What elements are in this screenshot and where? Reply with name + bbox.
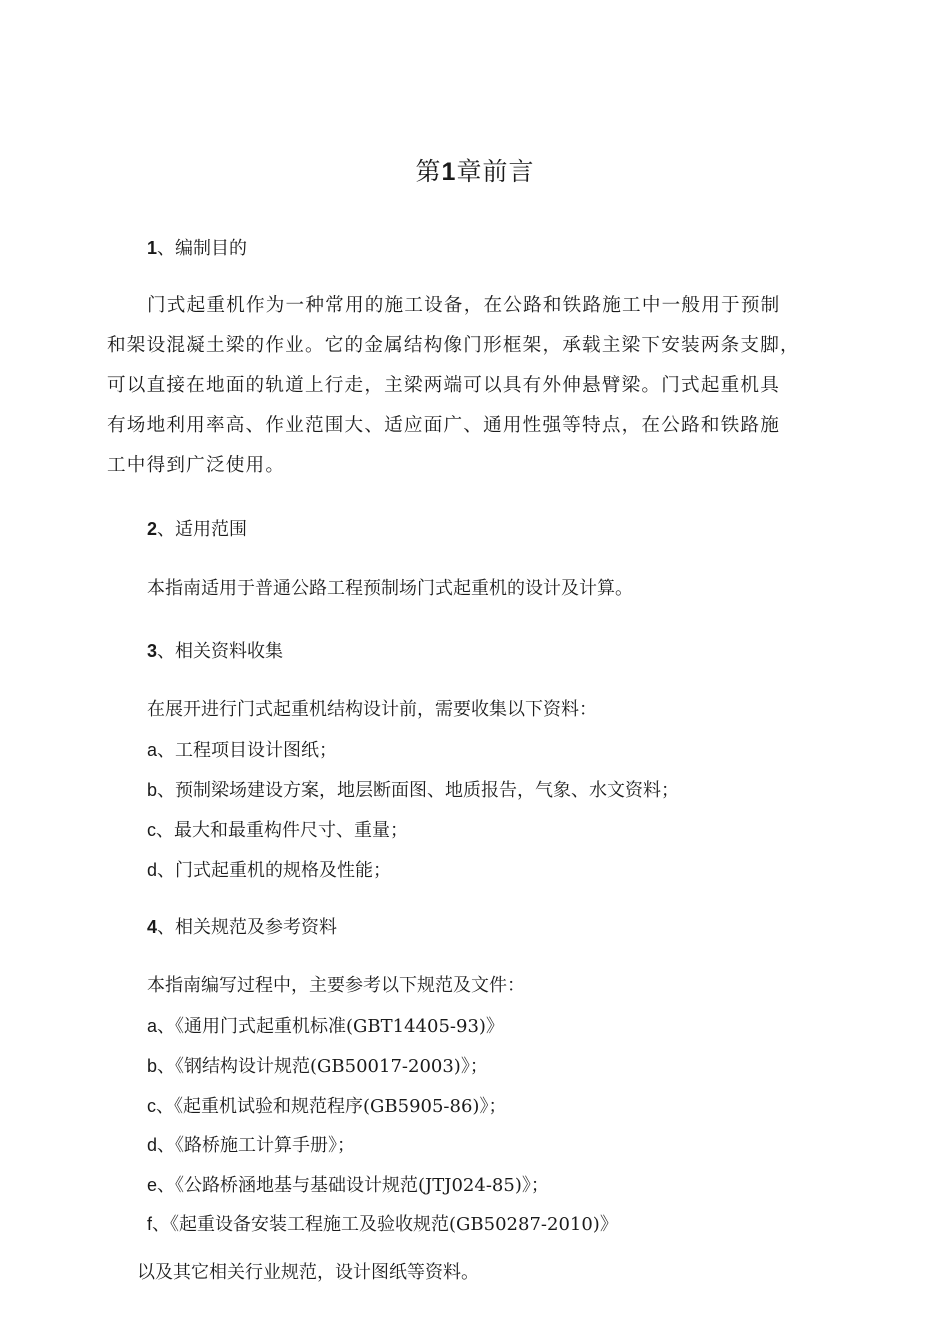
section-heading-materials [147,638,283,665]
section-title: 、相关资料收集 [157,641,284,662]
section-heading-references [147,914,337,941]
list-item: b、《钢结构设计规范(GB50017-2003)》； [147,1056,488,1077]
purpose-paragraph-line: 和架设混凝土梁的作业。它的金属结构像门形框架，承载主梁下安装两条支脚， [107,335,800,356]
list-item: e、《公路桥涵地基与基础设计规范(JTJ024-85)》； [147,1175,549,1196]
materials-intro: 在展开进行门式起重机结构设计前，需要收集以下资料： [147,699,597,720]
section-title: 、适用范围 [157,519,248,540]
chapter-number: 1 [441,158,457,186]
section-number: 3 [147,641,158,661]
section-title: 、相关规范及参考资料 [157,917,338,938]
chapter-title-suffix: 章前言 [456,157,535,186]
section-title: 、编制目的 [157,238,248,259]
list-item: a、《通用门式起重机标准(GBT14405-93)》 [147,1016,504,1037]
list-item: a、工程项目设计图纸； [147,740,338,761]
list-item: d、《路桥施工计算手册》； [147,1135,356,1156]
section-number: 4 [147,917,158,937]
section-number: 2 [147,519,158,539]
scope-text: 本指南适用于普通公路工程预制场门式起重机的设计及计算。 [147,578,633,599]
closing-text: 以及其它相关行业规范，设计图纸等资料。 [137,1262,479,1283]
purpose-paragraph-line: 可以直接在地面的轨道上行走，主梁两端可以具有外伸悬臂梁。门式起重机具 [107,375,780,396]
list-item: c、最大和最重构件尺寸、重量； [147,820,408,841]
purpose-paragraph-line: 门式起重机作为一种常用的施工设备，在公路和铁路施工中一般用于预制 [147,295,781,316]
list-item: b、预制梁场建设方案，地层断面图、地质报告，气象、水文资料； [147,780,680,801]
section-number: 1 [147,238,158,258]
purpose-paragraph-line: 有场地利用率高、作业范围大、适应面广、通用性强等特点，在公路和铁路施 [107,415,780,436]
chapter-title [0,152,950,192]
list-item: d、门式起重机的规格及性能； [147,860,392,881]
list-item: c、《起重机试验和规范程序(GB5905-86)》； [147,1096,507,1117]
references-intro: 本指南编写过程中，主要参考以下规范及文件： [147,975,525,996]
list-item: f、《起重设备安装工程施工及验收规范(GB50287-2010)》 [147,1214,618,1235]
section-heading-scope [147,516,247,543]
chapter-title-prefix: 第 [415,157,442,186]
purpose-paragraph-line: 工中得到广泛使用。 [107,455,286,476]
section-heading-purpose [147,235,247,262]
